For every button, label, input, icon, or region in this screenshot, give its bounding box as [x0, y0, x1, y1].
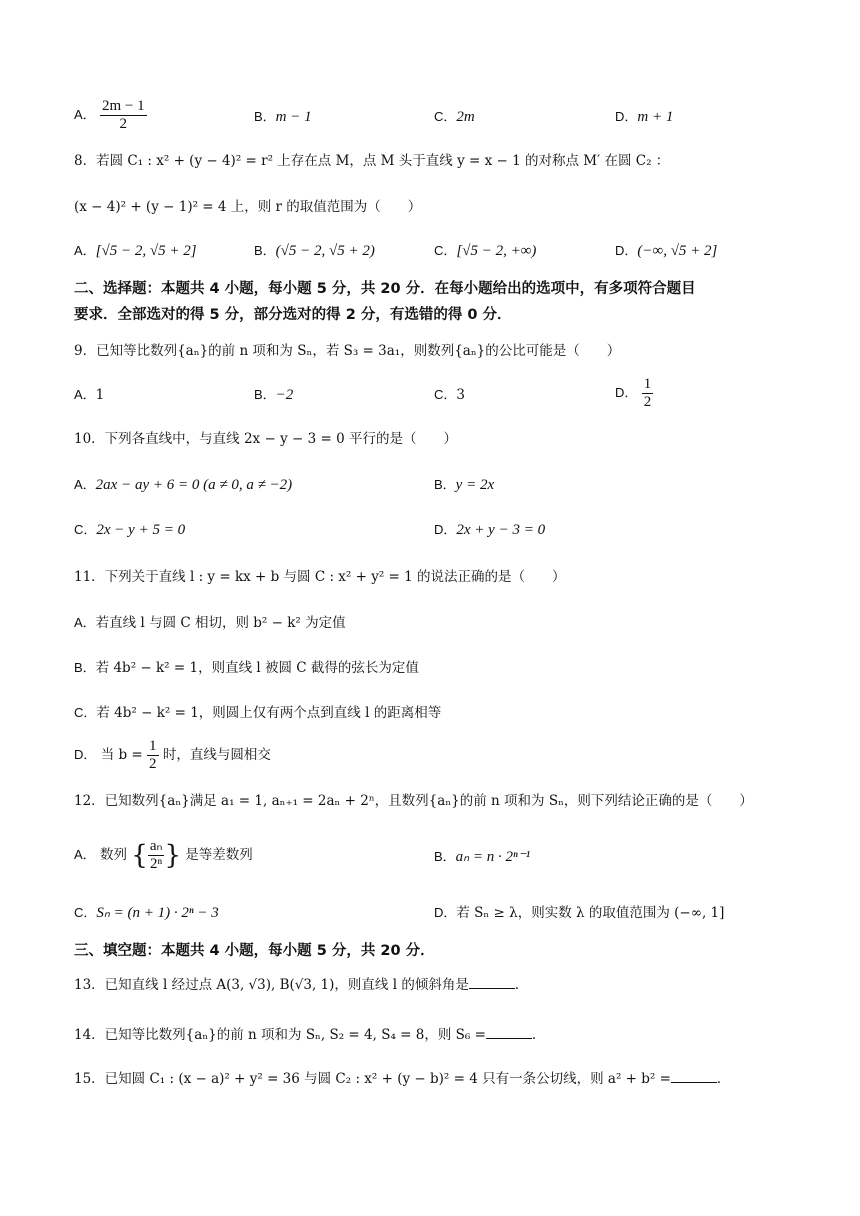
- option-label: D．: [434, 905, 457, 920]
- option-text: 若 Sₙ ≥ λ，则实数 λ 的取值范围为 (−∞, 1]: [456, 905, 725, 921]
- option-text-post: 是等差数列: [185, 847, 253, 863]
- option-text: −2: [275, 387, 294, 403]
- q12-option-d: [434, 902, 724, 924]
- option-text-pre: 当 b =: [100, 747, 143, 763]
- q9-option-d: [615, 376, 653, 411]
- section2-heading-line2: 要求．全部选对的得 5 分，部分选对的得 2 分，有选错的得 0 分．: [74, 307, 512, 323]
- option-text: y = 2x: [455, 477, 495, 493]
- q9-stem: 9．已知等比数列{aₙ}的前 n 项和为 Sₙ，若 S₃ = 3a₁，则数列{aₙ}的公比可能是（ ）: [74, 343, 621, 359]
- option-label: B．: [254, 243, 276, 258]
- option-label: D．: [434, 522, 457, 537]
- option-text: m + 1: [637, 109, 674, 125]
- q12-option-b: [434, 846, 530, 868]
- q13-text: 13．已知直线 l 经过点 A(3, √3), B(√3, 1)，则直线 l 的倾斜角是: [74, 977, 469, 993]
- option-label: B．: [434, 477, 456, 492]
- option-label: D．: [74, 747, 97, 762]
- option-label: C．: [74, 705, 97, 720]
- q7-a-fraction: [100, 98, 147, 133]
- q8-stem-line2: (x − 4)² + (y − 1)² = 4 上，则 r 的取值范围为（ ）: [74, 199, 422, 215]
- section3-heading: 三、填空题：本题共 4 小题，每小题 5 分，共 20 分．: [74, 943, 435, 959]
- q12-option-c: [74, 902, 219, 924]
- option-text-pre: 数列: [99, 847, 127, 863]
- option-label: C．: [74, 522, 97, 537]
- numerator: 2m − 1: [101, 98, 145, 114]
- option-text: aₙ = n · 2ⁿ⁻¹: [455, 849, 531, 865]
- q15-answer-blank[interactable]: [671, 1068, 717, 1083]
- option-text: (√5 − 2, √5 + 2): [275, 243, 375, 259]
- q11-option-d: [74, 738, 271, 773]
- option-text: 3: [456, 387, 465, 403]
- option-text: 若直线 l 与圆 C 相切，则 b² − k² 为定值: [95, 615, 346, 631]
- option-text: [√5 − 2, +∞): [456, 243, 537, 259]
- q10-option-d: [434, 519, 545, 541]
- q8-option-b: [254, 240, 375, 262]
- option-text: 若 4b² − k² = 1，则圆上仅有两个点到直线 l 的距离相等: [96, 705, 442, 721]
- q7-option-b: [254, 106, 312, 128]
- option-label: D．: [615, 243, 638, 258]
- q14-answer-blank[interactable]: [486, 1024, 532, 1039]
- option-text: m − 1: [275, 109, 312, 125]
- option-text: 1: [95, 387, 105, 403]
- option-label: A．: [74, 847, 96, 862]
- q10-option-c: [74, 519, 185, 541]
- option-text: 2ax − ay + 6 = 0 (a ≠ 0, a ≠ −2): [95, 477, 293, 493]
- option-text: 若 4b² − k² = 1，则直线 l 被圆 C 截得的弦长为定值: [95, 660, 419, 676]
- q9-option-c: [434, 384, 465, 406]
- q11-option-a: [74, 612, 346, 634]
- q11-stem: 11．下列关于直线 l : y = kx + b 与圆 C : x² + y² = 1 的说法正确的是（ ）: [74, 569, 566, 585]
- option-label: A．: [74, 477, 96, 492]
- q10-option-a: [74, 474, 292, 496]
- q13-end: ．: [514, 977, 529, 993]
- q13-answer-blank[interactable]: [469, 974, 515, 989]
- option-label: B．: [254, 109, 276, 124]
- option-label: A．: [74, 107, 96, 122]
- q9-d-fraction: [642, 376, 654, 411]
- q12-a-fraction: [148, 838, 165, 873]
- q8-option-d: [615, 240, 717, 262]
- option-label: A．: [74, 243, 96, 258]
- q7-option-a: [74, 98, 147, 133]
- q7-option-c: [434, 106, 475, 128]
- option-label: A．: [74, 387, 96, 402]
- q14-end: ．: [531, 1027, 546, 1043]
- option-label: C．: [434, 387, 457, 402]
- option-label: C．: [74, 905, 97, 920]
- option-label: B．: [254, 387, 276, 402]
- numerator: 1: [643, 376, 652, 392]
- left-brace: {: [131, 840, 148, 871]
- option-text: 2x + y − 3 = 0: [456, 522, 546, 538]
- denominator: 2: [119, 116, 128, 132]
- q11-option-b: [74, 657, 419, 679]
- q15-end: ．: [716, 1071, 731, 1087]
- numerator: 1: [149, 738, 157, 754]
- denominator: 2: [643, 394, 652, 410]
- option-label: B．: [74, 660, 96, 675]
- q8-option-c: [434, 240, 536, 262]
- option-label: B．: [434, 849, 456, 864]
- q11-option-c: [74, 702, 441, 724]
- option-text: Sₙ = (n + 1) · 2ⁿ − 3: [96, 905, 219, 921]
- option-text: 2m: [456, 109, 475, 125]
- q11-d-fraction: [147, 738, 159, 773]
- option-text: [√5 − 2, √5 + 2]: [95, 243, 197, 259]
- denominator: 2ⁿ: [150, 856, 163, 872]
- denominator: 2: [149, 756, 157, 772]
- q10-option-b: [434, 474, 494, 496]
- option-label: D．: [615, 385, 638, 400]
- q12-option-a: [74, 838, 253, 873]
- option-label: C．: [434, 109, 457, 124]
- q10-stem: 10．下列各直线中，与直线 2x − y − 3 = 0 平行的是（ ）: [74, 431, 457, 447]
- q15-stem: [74, 1068, 800, 1090]
- option-label: C．: [434, 243, 457, 258]
- option-text: 2x − y + 5 = 0: [96, 522, 186, 538]
- q8-stem-line1: 8．若圆 C₁ : x² + (y − 4)² = r² 上存在点 M，点 M 头于直线 y = x − 1 的对称点 M′ 在圆 C₂ ：: [74, 153, 670, 169]
- q14-text: 14．已知等比数列{aₙ}的前 n 项和为 Sₙ, S₂ = 4, S₄ = 8，则 S₆ =: [74, 1027, 486, 1043]
- section2-heading-line1: 二、选择题：本题共 4 小题，每小题 5 分，共 20 分．在每小题给出的选项中，有多项符合题目: [74, 281, 696, 297]
- q9-option-a: [74, 384, 104, 406]
- q9-option-b: [254, 384, 293, 406]
- q8-option-a: [74, 240, 197, 262]
- q13-stem: [74, 974, 800, 996]
- option-label: A．: [74, 615, 96, 630]
- q12-stem: 12．已知数列{aₙ}满足 a₁ = 1, aₙ₊₁ = 2aₙ + 2ⁿ，且数列{aₙ}的前 n 项和为 Sₙ，则下列结论正确的是（ ）: [74, 793, 753, 809]
- q14-stem: [74, 1024, 800, 1046]
- right-brace: }: [164, 840, 181, 871]
- option-text: (−∞, √5 + 2]: [637, 243, 718, 259]
- option-label: D．: [615, 109, 638, 124]
- q7-option-d: [615, 106, 673, 128]
- numerator: aₙ: [149, 838, 163, 854]
- q15-text: 15．已知圆 C₁ : (x − a)² + y² = 36 与圆 C₂ : x² + (y − b)² = 4 只有一条公切线，则 a² + b² =: [74, 1071, 671, 1087]
- option-text-post: 时，直线与圆相交: [162, 747, 271, 763]
